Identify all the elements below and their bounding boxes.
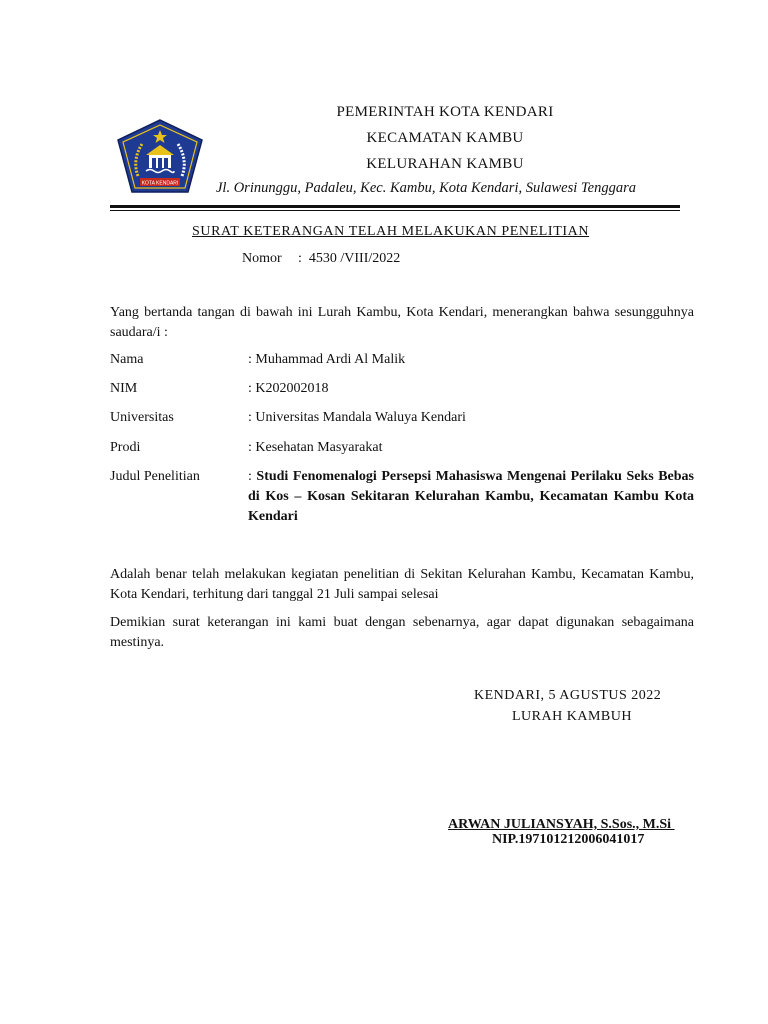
letterhead-government: PEMERINTAH KOTA KENDARI	[336, 104, 554, 120]
document-title: SURAT KETERANGAN TELAH MELAKUKAN PENELITIAN	[192, 224, 590, 239]
field-judul-value	[248, 467, 694, 527]
letterhead-address: Jl. Orinunggu, Padaleu, Kec. Kambu, Kota Kendari, Sulawesi Tenggara	[216, 180, 636, 196]
field-universitas-label: Universitas	[110, 410, 174, 425]
field-judul-label: Judul Penelitian	[110, 469, 200, 484]
document-number-value: 4530 /VIII/2022	[308, 251, 401, 266]
signatory-name: ARWAN JULIANSYAH, S.Sos., M.Si	[448, 817, 675, 832]
document-number	[242, 251, 400, 267]
letterhead-divider-thin	[110, 210, 680, 211]
signature-role: LURAH KAMBUH	[512, 709, 632, 724]
signatory-nip: NIP.197101212006041017	[492, 832, 645, 847]
letterhead-divider-thick	[110, 205, 680, 208]
field-prodi-value: : Kesehatan Masyarakat	[248, 440, 383, 455]
field-nama-label: Nama	[110, 352, 144, 367]
field-judul-colon: :	[248, 469, 252, 484]
closing-paragraph-2: Demikian surat keterangan ini kami buat dengan sebenarnya, agar dapat digunakan sebagaimana mestinya.	[110, 615, 694, 650]
document-number-label: Nomor	[242, 251, 282, 266]
intro-paragraph: Yang bertanda tangan di bawah ini Lurah Kambu, Kota Kendari, menerangkan bahwa sesungguhnya saudara/i :	[110, 305, 694, 340]
signature-place-date: KENDARI, 5 AGUSTUS 2022	[474, 688, 662, 703]
field-nim-value: : K202002018	[248, 381, 329, 396]
field-nim-label: NIM	[110, 381, 138, 396]
closing-paragraph-1: Adalah benar telah melakukan kegiatan penelitian di Sekitan Kelurahan Kambu, Kecamatan Kambu, Kota Kendari, terhitung dari tanggal 21 Juli sampai selesai	[110, 567, 694, 602]
svg-text:KOTA KENDARI: KOTA KENDARI	[141, 180, 179, 187]
field-nama-value: : Muhammad Ardi Al Malik	[248, 352, 406, 367]
letterhead-village: KELURAHAN KAMBU	[366, 156, 524, 172]
letterhead-district: KECAMATAN KAMBU	[366, 130, 524, 146]
field-prodi-label: Prodi	[110, 440, 141, 455]
kota-kendari-emblem-logo	[116, 118, 204, 194]
document-number-separator: :	[298, 251, 302, 266]
field-judul-text: Studi Fenomenalogi Persepsi Mahasiswa Mengenai Perilaku Seks Bebas di Kos – Kosan Sekitaran Kelurahan Kambu, Kecamatan Kambu Kota Kendari	[248, 469, 694, 524]
field-universitas-value: : Universitas Mandala Waluya Kendari	[248, 410, 466, 425]
